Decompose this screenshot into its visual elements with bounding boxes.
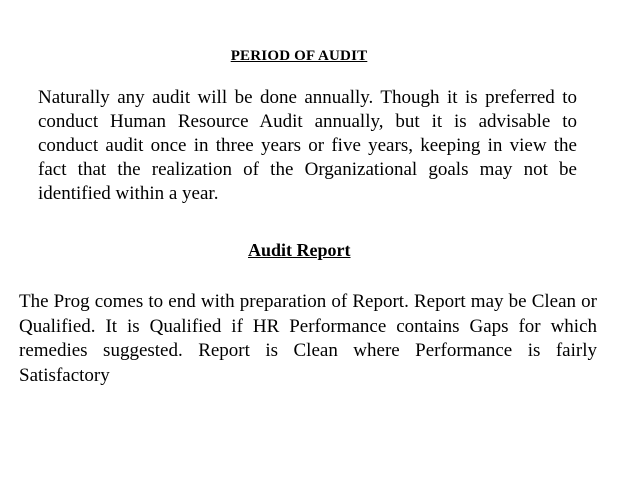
period-of-audit-paragraph: Naturally any audit will be done annually. Though it is preferred to conduct Human Resource Audit annually, but it is advisable to conduct audit once in three years or five years, keeping in view the fact that the realization of the Organizational goals may not be identified within a year.	[38, 87, 577, 204]
audit-report-heading: Audit Report	[248, 240, 351, 260]
audit-report-paragraph: The Prog comes to end with preparation of Report. Report may be Clean or Qualified. It is Qualified if HR Performance contains Gaps for which remedies suggested. Report is Clean where Performance is fairly Satisfactory	[19, 291, 597, 386]
period-of-audit-heading: PERIOD OF AUDIT	[230, 48, 368, 64]
